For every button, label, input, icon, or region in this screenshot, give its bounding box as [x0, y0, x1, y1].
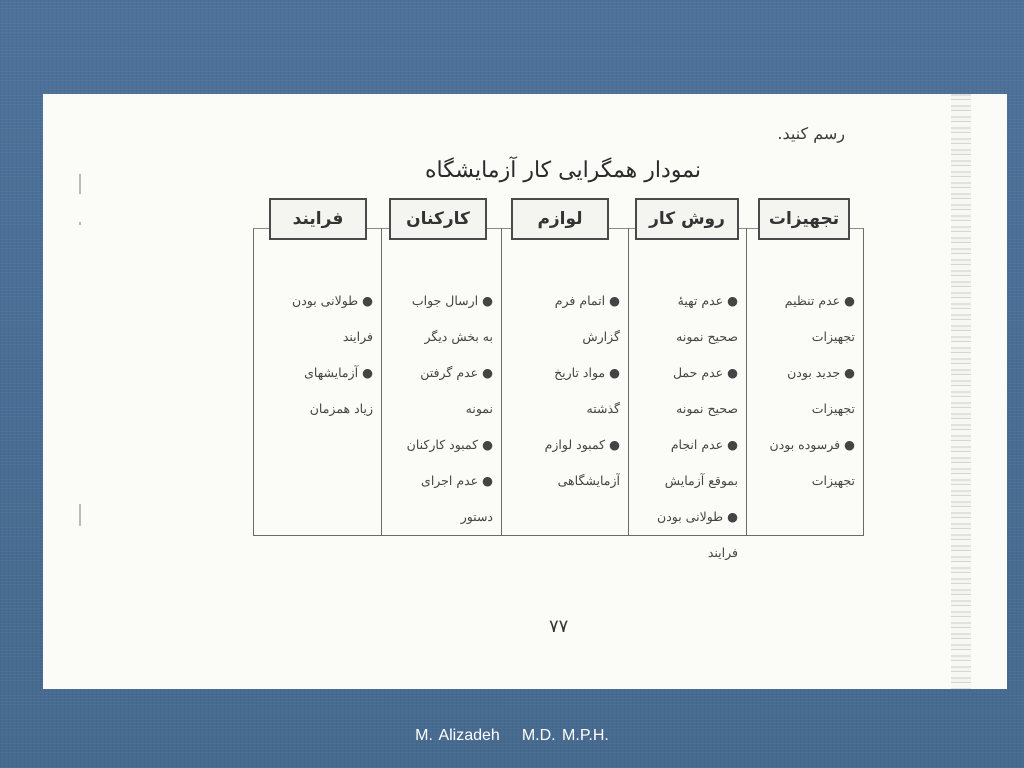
list-item: ● کمبود کارکنان	[406, 437, 493, 452]
list-item: ● عدم تهیهٔ	[677, 293, 738, 308]
column-equipment	[746, 228, 864, 536]
page-number: ۷۷	[549, 616, 569, 637]
process-items	[254, 283, 381, 427]
scan-mark	[79, 174, 81, 194]
list-item: صحیح نمونه	[676, 329, 738, 344]
list-item: تجهیزات	[811, 473, 855, 488]
list-item: ● فرسوده بودن	[769, 437, 855, 452]
column-supplies	[501, 228, 629, 536]
list-item: ● طولانی بودن	[292, 293, 373, 308]
list-item: ● عدم اجرای	[421, 473, 493, 488]
list-item: فرایند	[342, 329, 373, 344]
list-item: صحیح نمونه	[676, 401, 738, 416]
column-method	[628, 228, 747, 560]
column-header-method: روش کار	[635, 198, 739, 240]
list-item: ● ارسال جواب	[411, 293, 493, 308]
list-item: زیاد همزمان	[309, 401, 373, 416]
list-item: ● اتمام فرم	[554, 293, 620, 308]
list-item: فرایند	[707, 545, 738, 560]
list-item: ● کمبود لوازم	[544, 437, 620, 452]
list-item: ● مواد تاریخ	[554, 365, 620, 380]
document-title: نمودار همگرایی کار آزمایشگاه	[424, 158, 702, 183]
equipment-items	[747, 283, 863, 499]
list-item: دستور	[460, 509, 493, 524]
convergence-diagram	[253, 198, 865, 560]
supplies-items	[502, 283, 628, 499]
list-item: ● عدم تنظیم	[784, 293, 855, 308]
list-item: ● عدم حمل	[672, 365, 738, 380]
list-item: بموقع آزمایش	[664, 473, 738, 488]
column-header-supplies: لوازم	[511, 198, 609, 240]
list-item: ● جدید بودن	[787, 365, 855, 380]
list-item: گذشته	[586, 401, 620, 416]
list-item: تجهیزات	[811, 329, 855, 344]
list-item: نمونه	[465, 401, 493, 416]
column-staff	[381, 228, 502, 536]
list-item: گزارش	[582, 329, 620, 344]
column-header-process: فرایند	[269, 198, 367, 240]
list-item: ● عدم انجام	[670, 437, 738, 452]
column-process	[253, 228, 382, 536]
list-item: ● عدم گرفتن	[420, 365, 493, 380]
footer-credentials: M.D. M.P.H.	[521, 727, 609, 744]
list-item: ● آزمایشهای	[304, 365, 373, 380]
column-header-equipment: تجهیزات	[758, 198, 850, 240]
list-item: آزمایشگاهی	[557, 473, 620, 488]
scan-mark	[79, 222, 81, 225]
list-item: تجهیزات	[811, 401, 855, 416]
list-item: ● طولانی بودن	[657, 509, 738, 524]
slide-footer	[0, 727, 1024, 745]
scanned-document-image	[43, 94, 1007, 689]
scan-edge-noise	[951, 94, 971, 689]
staff-items	[382, 283, 501, 535]
instruction-text: رسم کنید.	[777, 124, 845, 143]
method-items	[629, 283, 746, 571]
list-item: به بخش دیگر	[424, 329, 493, 344]
footer-author: M. Alizadeh	[415, 727, 500, 744]
column-header-staff: کارکنان	[389, 198, 487, 240]
scan-mark	[79, 504, 81, 526]
